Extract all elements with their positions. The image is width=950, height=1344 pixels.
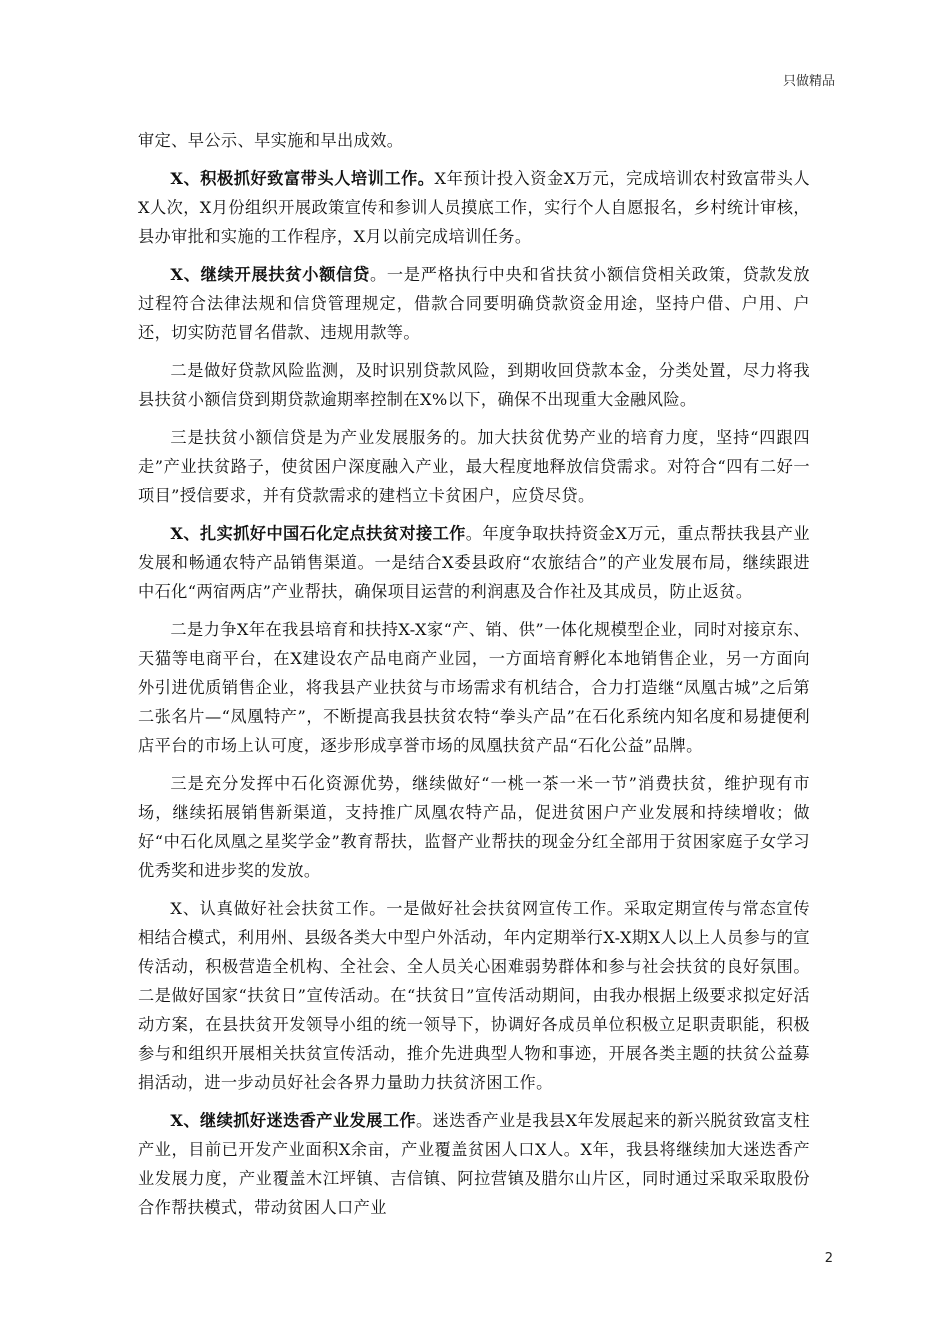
paragraph-text: 审定、早公示、早实施和早出成效。: [138, 131, 404, 150]
paragraph: [138, 164, 810, 251]
paragraph: [138, 423, 810, 510]
page-number: 2: [824, 1251, 833, 1266]
document-body: [138, 126, 810, 1231]
paragraph-heading: X、积极抓好致富带头人培训工作。: [170, 169, 435, 188]
paragraph-text: 三是扶贫小额信贷是为产业发展服务的。加大扶贫优势产业的培育力度，坚持“四跟四走”产业扶贫路子，使贫困户深度融入产业，最大程度地释放信贷需求。对符合“四有二好一项目”授信要求，并有贷款需求的建档立卡贫困户，应贷尽贷。: [138, 428, 810, 505]
paragraph-heading: X、继续开展扶贫小额信贷: [170, 265, 370, 284]
paragraph-text: X年预计投入资金X万元，完成培训农村致富带头人X人次，X月份组织开展政策宣传和参训人员摸底工作，实行个人自愿报名，乡村统计审核，县办审批和实施的工作程序，X月以前完成培训任务。: [138, 169, 810, 246]
paragraph: [138, 260, 810, 347]
paragraph-text: 。年度争取扶持资金X万元，重点帮扶我县产业发展和畅通农特产品销售渠道。一是结合X委县政府“农旅结合”的产业发展布局，继续跟进中石化“两宿两店”产业帮扶，确保项目运营的利润惠及合作社及其成员，防止返贫。: [138, 524, 810, 601]
paragraph: [138, 356, 810, 414]
paragraph-text: 二是力争X年在我县培育和扶持X-X家“产、销、供”一体化规模型企业，同时对接京东、天猫等电商平台，在X建设农产品电商产业园，一方面培育孵化本地销售企业，另一方面向外引进优质销售企业，将我县产业扶贫与市场需求有机结合，合力打造继“凤凰古城”之后第二张名片—“凤凰特产”，不断提高我县扶贫农特“拳头产品”在石化系统内知名度和易捷便利店平台的市场上认可度，逐步形成享誉市场的凤凰扶贫产品“石化公益”品牌。: [138, 620, 810, 755]
paragraph: [138, 126, 810, 155]
paragraph-text: X、认真做好社会扶贫工作。一是做好社会扶贫网宣传工作。采取定期宣传与常态宣传相结合模式，利用州、县级各类大中型户外活动，年内定期举行X-X期X人以上人员参与的宣传活动，积极营造全机构、全社会、全人员关心困难弱势群体和参与社会扶贫的良好氛围。二是做好国家“扶贫日”宣传活动。在“扶贫日”宣传活动期间，由我办根据上级要求拟定好活动方案，在县扶贫开发领导小组的统一领导下，协调好各成员单位积极立足职责职能，积极参与和组织开展相关扶贫宣传活动，推介先进典型人物和事迹，开展各类主题的扶贫公益募捐活动，进一步动员好社会各界力量助力扶贫济困工作。: [138, 899, 810, 1092]
paragraph: [138, 615, 810, 760]
paragraph-heading: X、扎实抓好中国石化定点扶贫对接工作: [170, 524, 466, 543]
paragraph: [138, 894, 810, 1097]
paragraph-text: 二是做好贷款风险监测，及时识别贷款风险，到期收回贷款本金，分类处置，尽力将我县扶贫小额信贷到期贷款逾期率控制在X%以下，确保不出现重大金融风险。: [138, 361, 810, 409]
paragraph-text: 。一是严格执行中央和省扶贫小额信贷相关政策，贷款发放过程符合法律法规和信贷管理规定，借款合同要明确贷款资金用途，坚持户借、户用、户还，切实防范冒名借款、违规用款等。: [138, 265, 810, 342]
paragraph: [138, 769, 810, 885]
paragraph: [138, 1106, 810, 1222]
paragraph: [138, 519, 810, 606]
paragraph-text: 三是充分发挥中石化资源优势，继续做好“一桃一茶一米一节”消费扶贫，维护现有市场，继续拓展销售新渠道，支持推广凤凰农特产品，促进贫困户产业发展和持续增收；做好“中石化凤凰之星奖学金”教育帮扶，监督产业帮扶的现金分红全部用于贫困家庭子女学习优秀奖和进步奖的发放。: [138, 774, 810, 880]
paragraph-heading: X、继续抓好迷迭香产业发展工作: [170, 1111, 416, 1130]
paragraph-text: 。迷迭香产业是我县X年发展起来的新兴脱贫致富支柱产业，目前已开发产业面积X余亩，产业覆盖贫困人口X人。X年，我县将继续加大迷迭香产业发展力度，产业覆盖木江坪镇、吉信镇、阿拉营镇及腊尔山片区，同时通过采取采取股份合作帮扶模式，带动贫困人口产业: [138, 1111, 810, 1217]
page-header: 只做精品: [782, 74, 835, 89]
